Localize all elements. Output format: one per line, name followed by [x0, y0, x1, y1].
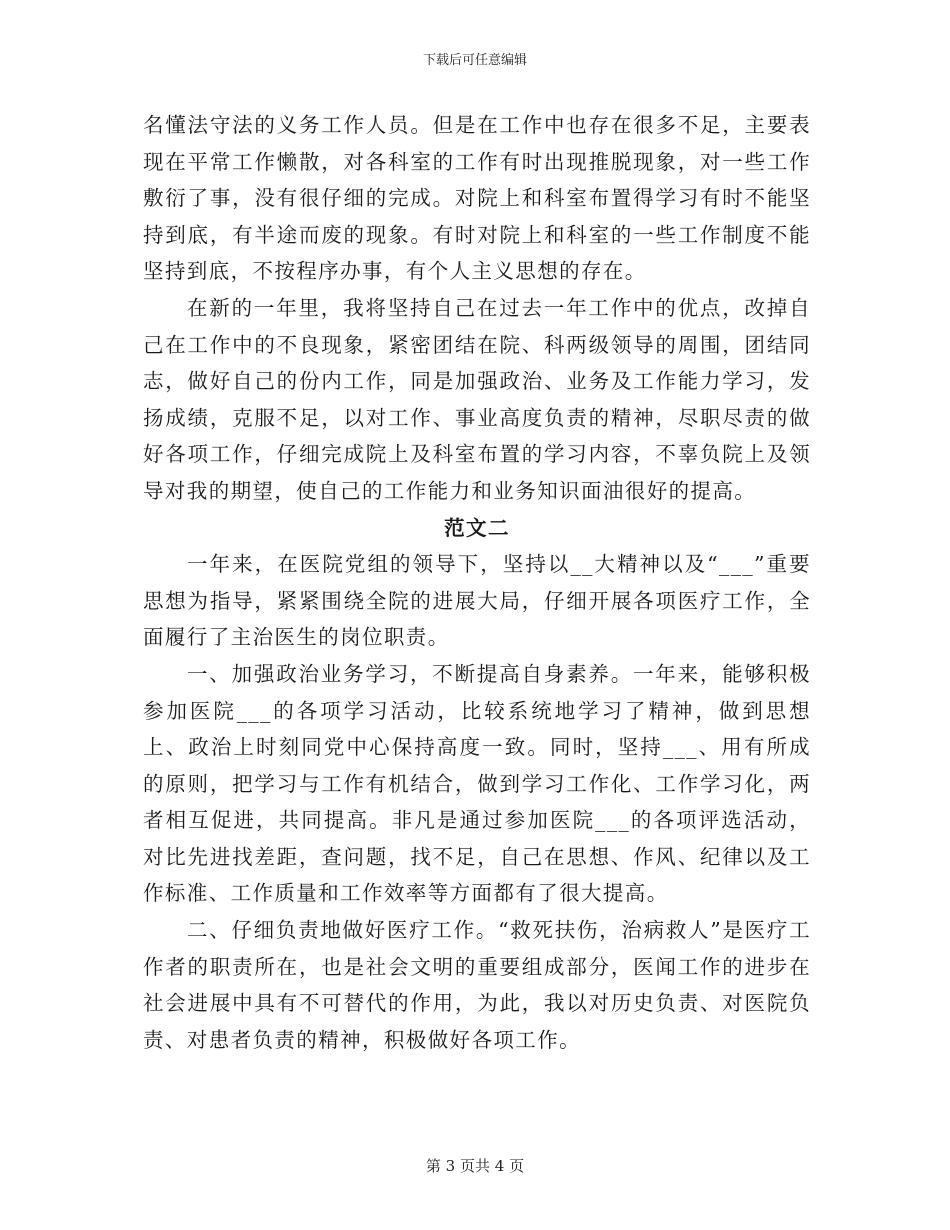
section-paragraph-intro: 一年来，在医院党组的领导下，坚持以__大精神以及“___”重要思想为指导，紧紧围绕全院的进展大局，仔细开展各项医疗工作，全面履行了主治医生的岗位职责。: [143, 552, 811, 650]
page-footer: 第 3 页共 4 页: [425, 1157, 525, 1175]
paragraph-continued: 名懂法守法的义务工作人员。但是在工作中也存在很多不足，主要表现在平常工作懒散，对各科室的工作有时出现推脱现象，对一些工作敷衍了事，没有很仔细的完成。对院上和科室布置得学习有时不能坚持到底，有半途而废的现象。有时对院上和科室的一些工作制度不能坚持到底，不按程序办事，有个人主义思想的存在。: [143, 113, 811, 284]
page-header: 下载后可任意编辑: [422, 53, 527, 68]
document-body: [143, 107, 811, 1058]
section-title: 范文二: [444, 515, 510, 540]
section-paragraph-medical-work: 二、仔细负责地做好医疗工作。“救死扶伤，治病救人”是医疗工作者的职责所在，也是社会文明的重要组成部分，医闻工作的进步在社会进展中具有不可替代的作用，为此，我以对历史负责、对医院负责、对患者负责的精神，积极做好各项工作。: [143, 918, 811, 1052]
section-paragraph-study: 一、加强政治业务学习，不断提高自身素养。一年来，能够积极参加医院___的各项学习活动，比较系统地学习了精神，做到思想上、政治上时刻同党中心保持高度一致。同时，坚持___、用有所成的原则，把学习与工作有机结合，做到学习工作化、工作学习化，两者相互促进，共同提高。非凡是通过参加医院___的各项评选活动，对比先进找差距，查问题，找不足，自己在思想、作风、纪律以及工作标准、工作质量和工作效率等方面都有了很大提高。: [143, 661, 811, 906]
paragraph-new-year-plan: 在新的一年里，我将坚持自己在过去一年工作中的优点，改掉自己在工作中的不良现象，紧密团结在院、科两级领导的周围，团结同志，做好自己的份内工作，同是加强政治、业务及工作能力学习，发扬成绩，克服不足，以对工作、事业高度负责的精神，尽职尽责的做好各项工作，仔细完成院上及科室布置的学习内容，不辜负院上及领导对我的期望，使自己的工作能力和业务知识面油很好的提高。: [143, 295, 811, 503]
